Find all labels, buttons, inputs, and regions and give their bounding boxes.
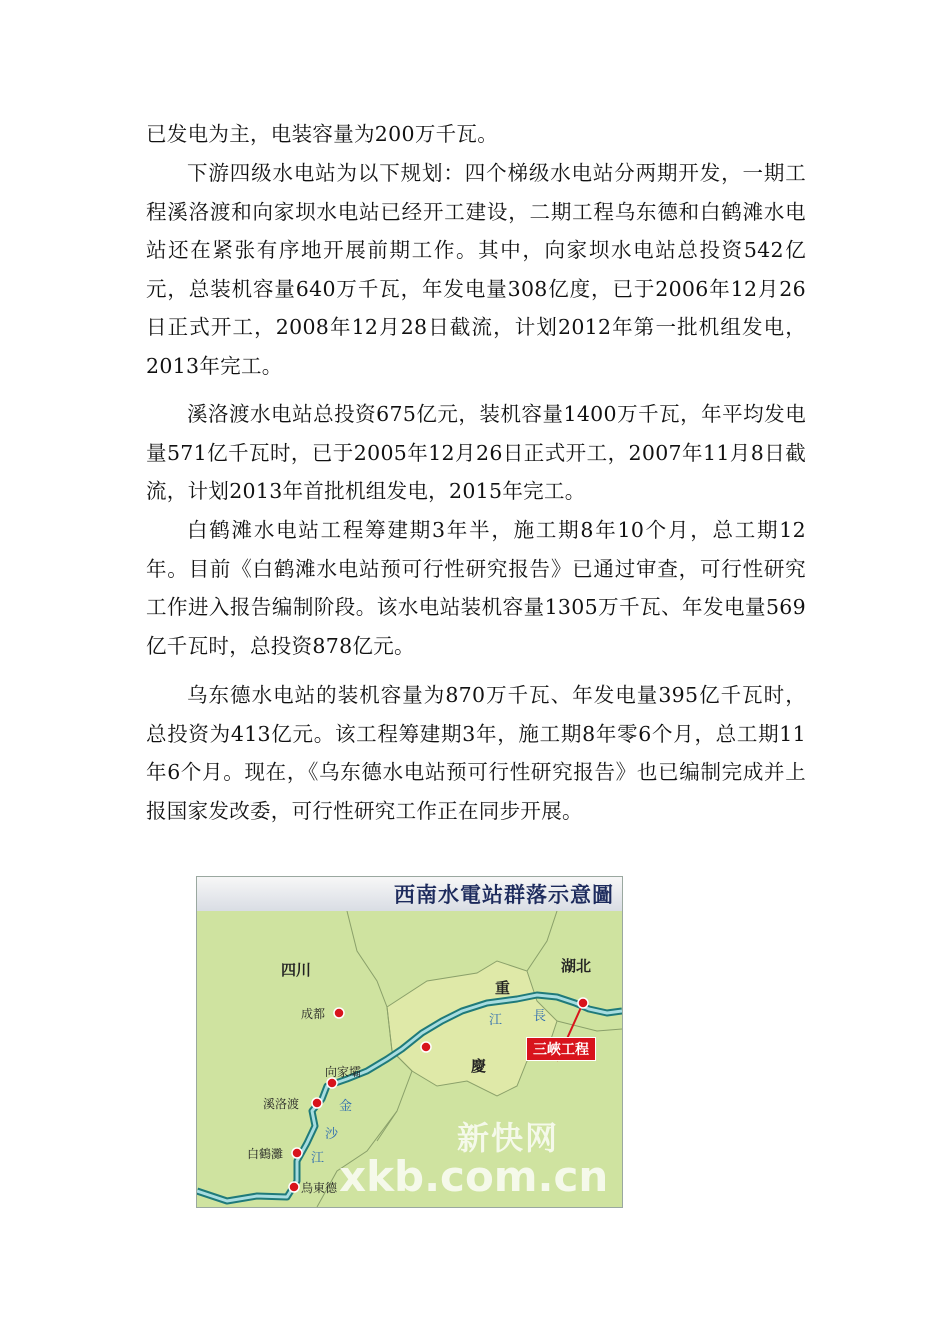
city-label-xiangjiaba: 向家壩 <box>325 1065 362 1079</box>
map-title: 西南水電站群落示意圖 <box>394 883 614 907</box>
province-label-hubei: 湖北 <box>561 957 592 975</box>
chengdu-marker <box>334 1008 344 1018</box>
baihetan-marker <box>292 1148 302 1158</box>
city-label-xiluodu: 溪洛渡 <box>263 1097 300 1111</box>
map-title-bar <box>197 877 622 912</box>
paragraph-4: 白鹤滩水电站工程筹建期3年半，施工期8年10个月，总工期12年。目前《白鹤滩水电站预可行性研究报告》已通过审查，可行性研究工作进入报告编制阶段。该水电站装机容量1305万千瓦、年发电量569亿千瓦时，总投资878亿元。 <box>146 518 806 658</box>
paragraph-1: 已发电为主，电装容量为200万千瓦。 <box>146 122 499 146</box>
three-gorges-label: 三峽工程 <box>526 1037 596 1061</box>
city-label-baihetan: 白鶴灘 <box>247 1147 284 1161</box>
hydropower-map-figure <box>196 876 623 1208</box>
province-label-chongqing-1: 重 <box>495 979 511 997</box>
three-gorges-marker <box>578 998 588 1008</box>
paragraph-5: 乌东德水电站的装机容量为870万千瓦、年发电量395亿千瓦时，总投资为413亿元。该工程筹建期3年，施工期8年零6个月，总工期11年6个月。现在，《乌东德水电站预可行性研究报告》也已编制完成并上报国家发改委，可行性研究工作正在同步开展。 <box>146 683 806 823</box>
wudongde-marker <box>289 1182 299 1192</box>
paragraph-3: 溪洛渡水电站总投资675亿元，装机容量1400万千瓦，年平均发电量571亿千瓦时，已于2005年12月26日正式开工，2007年11月8日截流，计划2013年首批机组发电，2015年完工。 <box>146 402 806 503</box>
river-label-jiang-1: 江 <box>311 1151 325 1166</box>
chongqing-marker <box>421 1042 431 1052</box>
city-label-wudongde: 烏東德 <box>301 1181 338 1195</box>
watermark-chinese: 新快网 <box>457 1119 560 1157</box>
river-label-jin: 金 <box>339 1099 353 1114</box>
province-label-chongqing-2: 慶 <box>471 1057 487 1075</box>
province-label-sichuan: 四川 <box>281 961 312 979</box>
river-label-sha: 沙 <box>325 1127 339 1142</box>
paragraph-2: 下游四级水电站为以下规划：四个梯级水电站分两期开发，一期工程溪洛渡和向家坝水电站已经开工建设，二期工程乌东德和白鹤滩水电站还在紧张有序地开展前期工作。其中，向家坝水电站总投资542亿元，总装机容量640万千瓦，年发电量308亿度，已于2006年12月26日正式开工，2008年12月28日截流，计划2012年第一批机组发电，2013年完工。 <box>146 161 806 378</box>
city-label-chengdu: 成都 <box>301 1007 326 1021</box>
watermark-url: xkb.com.cn <box>339 1152 609 1201</box>
river-label-chang: 長 <box>533 1009 547 1024</box>
xiluodu-marker <box>312 1098 322 1108</box>
river-label-jiang-2: 江 <box>489 1013 503 1028</box>
